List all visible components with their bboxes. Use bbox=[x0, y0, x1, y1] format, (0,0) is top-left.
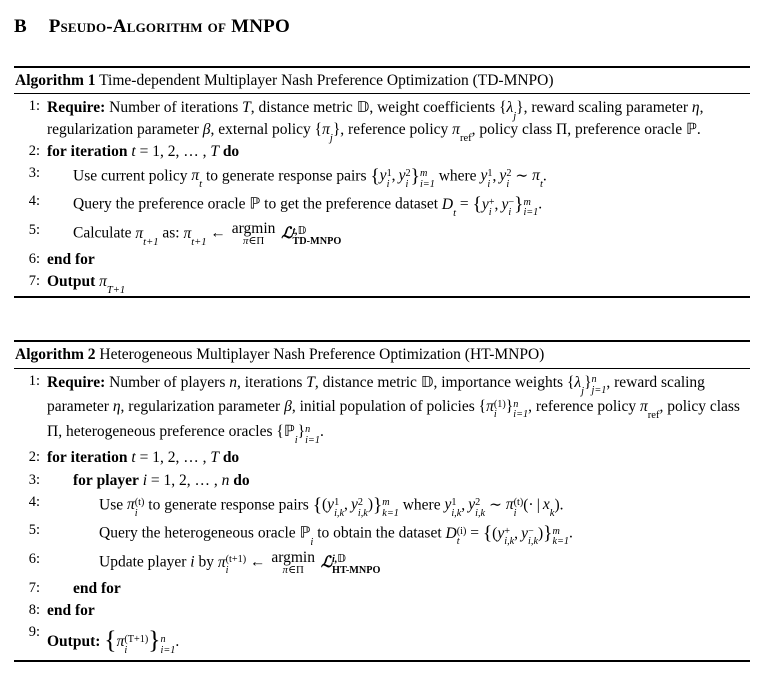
algorithm-line bbox=[14, 492, 750, 521]
line-number: 3: bbox=[28, 471, 40, 488]
paper-page bbox=[0, 16, 763, 689]
line-content: Require: Number of players n, iterations T, distance metric 𝔻, importance weights $\{\lambda_j\}$ n j=1 , reward scaling parameter η, regularization parameter β, initial population of policies {π (1) i } n i=1 , reference policy $\pi_{ref}$, policy class Π, heterogeneous preference oracles {ℙ$_i$} n i=1 . bbox=[47, 372, 740, 447]
algorithm-line bbox=[14, 600, 750, 622]
line-number: 1: bbox=[28, 372, 40, 389]
line-number: 5: bbox=[28, 522, 40, 539]
line-number: 8: bbox=[28, 602, 40, 619]
line-content: Query the preference oracle ℙ to get the preference dataset $D_t = \{y$ + i , y − i } m i=1 . bbox=[73, 194, 543, 219]
loop-noun: iteration bbox=[70, 449, 128, 467]
keyword-for: for bbox=[47, 449, 67, 467]
line-content bbox=[47, 601, 750, 621]
line-content bbox=[47, 250, 750, 270]
line-content bbox=[47, 579, 750, 599]
algorithm-block-2 bbox=[14, 340, 750, 662]
algorithm-label: Algorithm 1 bbox=[15, 72, 96, 89]
algorithm-line bbox=[14, 96, 750, 144]
loop-noun: iteration bbox=[70, 142, 128, 160]
algorithm-caption bbox=[14, 68, 750, 93]
line-number: 5: bbox=[28, 222, 40, 239]
keyword-for: for bbox=[47, 142, 67, 160]
keyword-require: Require: bbox=[47, 99, 106, 117]
keyword-do: do bbox=[222, 449, 240, 467]
keyword-do: do bbox=[233, 471, 250, 489]
rule-bottom bbox=[14, 660, 750, 662]
keyword-do: do bbox=[222, 142, 240, 160]
line-number: 4: bbox=[28, 493, 40, 510]
line-number: 6: bbox=[28, 251, 40, 268]
algorithm-line bbox=[14, 470, 750, 492]
algorithm-body bbox=[14, 369, 750, 661]
algorithm-line bbox=[14, 163, 750, 192]
keyword-end-for: end for bbox=[47, 602, 95, 620]
keyword-for: for bbox=[73, 471, 93, 489]
page-title: Pseudo-Algorithm of MNPO bbox=[48, 16, 290, 37]
line-number: 7: bbox=[28, 273, 40, 290]
section-letter: B bbox=[14, 16, 27, 37]
algorithm-line bbox=[14, 549, 750, 578]
line-content: for iteration t = 1, 2, … , T do bbox=[47, 142, 240, 160]
line-number: 1: bbox=[28, 98, 40, 115]
keyword-output: Output: bbox=[47, 633, 101, 651]
line-content: for iteration t = 1, 2, … , T do bbox=[47, 449, 240, 467]
keyword-require: Require: bbox=[47, 373, 106, 391]
algorithm-label: Algorithm 2 bbox=[15, 346, 96, 364]
algorithm-caption-text: Time-dependent Multiplayer Nash Preference Optimization (TD-MNPO) bbox=[99, 72, 554, 89]
algorithm-line bbox=[14, 220, 750, 249]
algorithm-line bbox=[14, 191, 750, 220]
algorithm-line bbox=[14, 141, 750, 163]
line-number: 2: bbox=[28, 449, 40, 466]
algorithm-line bbox=[14, 578, 750, 600]
line-content: Calculate $\pi_{t+1}$ as: $\pi_{t+1}$ ← argmin π∈Π ℒ t,𝔻 TD-MNPO bbox=[73, 220, 342, 248]
line-content: Use current policy $\pi_t$ to generate response pairs {y 1 i , y 2 i } m i=1 where y 1 i , y 2 i ∼ $\pi_t$. bbox=[73, 165, 547, 191]
line-number: 3: bbox=[28, 164, 40, 181]
algorithm-line bbox=[14, 622, 750, 657]
line-content: Update player i by π (t+1) i ← argmin π∈Π ℒ i,𝔻 HT-MNPO bbox=[99, 549, 381, 577]
algorithm-block-1 bbox=[14, 66, 750, 298]
line-content: Output $\pi_{T+1}$ bbox=[47, 273, 126, 297]
line-content: Query the heterogeneous oracle ℙ$_i$ to obtain the dataset D (i) t = {(y + i,k , y − i,k )} m k=1 . bbox=[99, 523, 573, 548]
keyword-output: Output bbox=[47, 273, 96, 291]
line-content: Output: {π (T+1) i } n i=1 . bbox=[47, 625, 180, 656]
line-number: 2: bbox=[28, 142, 40, 159]
rule-bottom bbox=[14, 296, 750, 298]
keyword-end-for: end for bbox=[73, 579, 121, 597]
keyword-end-for: end for bbox=[47, 251, 95, 269]
line-content: for player i = 1, 2, … , n do bbox=[73, 471, 250, 489]
algorithm-line bbox=[14, 520, 750, 549]
line-content: Require: Number of iterations T, distance metric 𝔻, weight coefficients $\{\lambda_j\}$, reward scaling parameter η, regularization parameter β, external policy $\{\pi_j\}$, reference policy $\pi_{ref}$, policy class Π, preference oracle ℙ. bbox=[47, 98, 704, 144]
algorithm-caption bbox=[14, 342, 750, 367]
loop-noun: player bbox=[96, 471, 139, 489]
section-heading bbox=[14, 16, 763, 38]
line-number: 4: bbox=[28, 193, 40, 210]
algorithm-line bbox=[14, 249, 750, 271]
argmin-operator: argmin π∈Π bbox=[231, 220, 276, 247]
line-number: 6: bbox=[28, 551, 40, 568]
argmin-operator: argmin π∈Π bbox=[271, 549, 315, 576]
algorithm-line bbox=[14, 447, 750, 469]
algorithm-body bbox=[14, 94, 750, 296]
line-number: 7: bbox=[28, 579, 40, 596]
line-number: 9: bbox=[28, 624, 40, 641]
algorithm-caption-text: Heterogeneous Multiplayer Nash Preference Optimization (HT-MNPO) bbox=[99, 346, 545, 364]
line-content: Use π (t) i to generate response pairs {(y 1 i,k , y 2 i,k )} m k=1 where y 1 i,k , y 2 i,k ∼ π (t) i (· | $x_k$). bbox=[99, 494, 564, 520]
algorithm-line bbox=[14, 271, 750, 297]
algorithm-line bbox=[14, 371, 750, 448]
